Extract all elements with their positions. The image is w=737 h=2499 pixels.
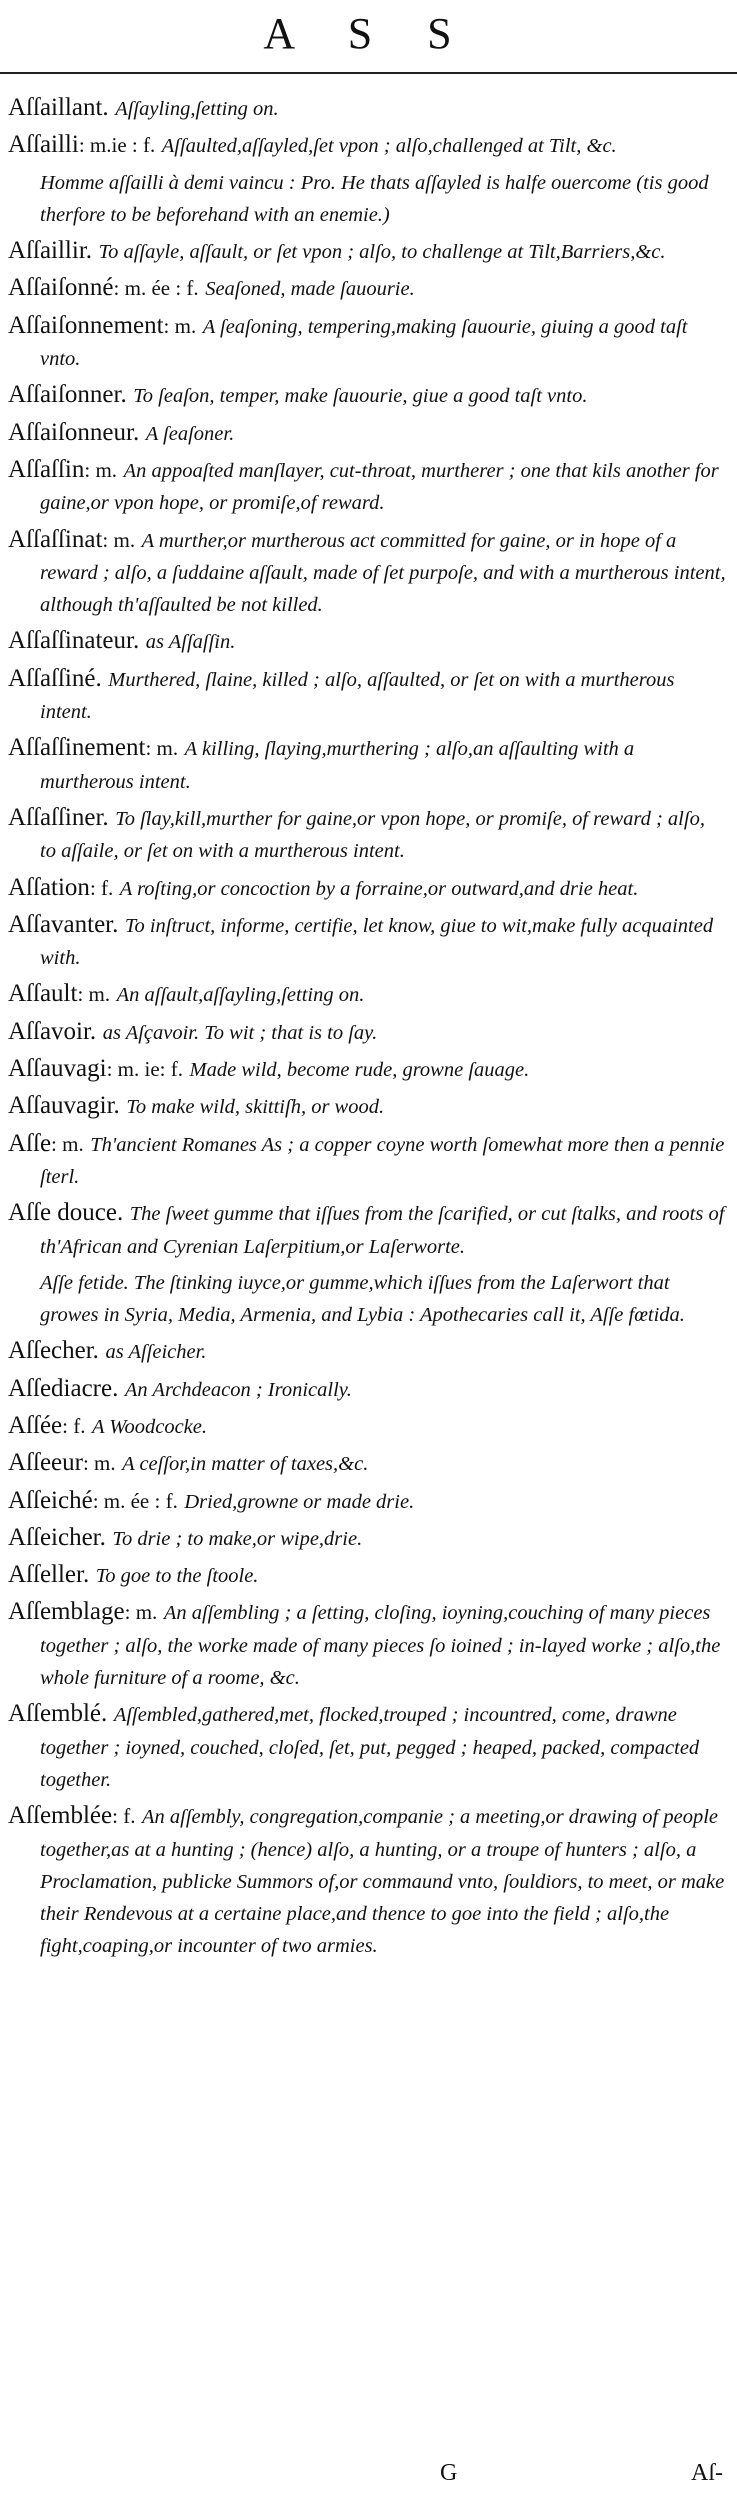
entry-headword: Aſſauvagi xyxy=(8,1055,107,1083)
dictionary-entry xyxy=(8,1267,726,1332)
entry-grammar: : m. xyxy=(102,527,136,552)
entry-headword: Aſſée xyxy=(8,1411,63,1439)
dictionary-entry xyxy=(8,417,726,450)
entry-headword: Aſſaſſiner. xyxy=(8,803,109,831)
entry-headword: Aſſauvagir. xyxy=(8,1092,120,1120)
dictionary-entry xyxy=(8,524,726,622)
entry-headword: Aſſaſſin xyxy=(8,455,85,483)
entry-definition: A Woodcocke. xyxy=(92,1415,207,1438)
entry-headword: Aſſavoir. xyxy=(8,1017,97,1045)
dictionary-entry xyxy=(8,1335,726,1368)
dictionary-entry xyxy=(8,663,726,729)
entry-definition: Aſſayling,ſetting on. xyxy=(115,98,279,120)
dictionary-entry xyxy=(8,1373,726,1406)
entry-definition: To aſſayle, aſſault, or ſet vpon ; alſo, to challenge at Tilt,Barriers,&c. xyxy=(98,241,666,264)
header-rule xyxy=(0,72,737,74)
entry-grammar: : m.ie : f. xyxy=(78,133,156,158)
entry-definition: A ſeaſoner. xyxy=(145,422,235,445)
dictionary-entry xyxy=(8,167,726,232)
dictionary-entry xyxy=(8,1016,726,1049)
entry-grammar: : m. xyxy=(82,1451,116,1476)
entry-definition: Th'ancient Romanes As ; a copper coyne worth ſomewhat more then a pennie ſterl. xyxy=(40,1133,725,1188)
dictionary-entry xyxy=(8,1800,726,1962)
entry-headword: Aſſaſſinateur. xyxy=(8,627,140,655)
entry-headword: Aſſault xyxy=(8,980,78,1008)
entry-definition: The ſweet gumme that iſſues from the ſcarified, or cut ſtalks, and roots of th'African and Cyrenian Laſerpitium,or Laſerworte. xyxy=(40,1203,725,1258)
entry-headword: Aſſaiſonneur. xyxy=(8,418,140,446)
entry-definition: To ſeaſon, temper, make ſauourie, giue a good taſt vnto. xyxy=(133,385,588,408)
entry-definition: Seaſoned, made ſauourie. xyxy=(205,278,415,301)
dictionary-entry xyxy=(8,1485,726,1518)
entry-definition: as Aſſeicher. xyxy=(105,1341,207,1364)
entry-headword: Aſſaillir. xyxy=(8,237,93,265)
dictionary-entry xyxy=(8,379,726,412)
entry-grammar: : m. xyxy=(77,982,111,1007)
entry-headword: Aſſe douce. xyxy=(8,1199,124,1227)
entry-headword: Aſſation xyxy=(8,873,90,901)
entry-headword: Aſſaillant. xyxy=(8,94,109,121)
entry-grammar: : m. ie: f. xyxy=(106,1057,183,1082)
entry-definition: A murther,or murtherous act committed for gaine, or in hope of a reward ; alſo, a ſuddaine aſſault, made of ſet purpoſe, and with a murtherous intent, although th'aſſaulted be not killed. xyxy=(40,529,726,617)
entry-definition: To inſtruct, informe, certifie, let know, giue to wit,make fully acquainted with. xyxy=(40,914,714,970)
entry-headword: Aſſailli xyxy=(8,131,79,159)
entry-definition: A ceſſor,in matter of taxes,&c. xyxy=(122,1453,369,1476)
dictionary-entry xyxy=(8,1596,726,1694)
entry-definition: An appoaſted manſlayer, cut-throat, murtherer ; one that kils another for gaine,or vpon hope, or promiſe,of reward. xyxy=(40,459,719,515)
dictionary-entry xyxy=(8,732,726,798)
entry-definition: Aſſembled,gathered,met, flocked,trouped ; incountred, come, drawne together ; ioyned, couched, cloſed, ſet, put, pegged ; heaped, packed, compacted together. xyxy=(40,1704,700,1791)
entries-list xyxy=(8,92,726,1967)
dictionary-entry xyxy=(8,1698,726,1796)
dictionary-entry xyxy=(8,1053,726,1086)
entry-headword: Aſſaſſiné. xyxy=(8,664,102,692)
entry-headword: Aſſe xyxy=(8,1129,52,1157)
entry-definition: Homme aſſailli à demi vaincu : Pro. He thats aſſayled is halfe ouercome (tis good therfore to be beforehand with an enemie.) xyxy=(40,171,709,226)
catchword: Aſ- xyxy=(691,2460,723,2486)
dictionary-entry xyxy=(8,1559,726,1592)
entry-definition: A killing, ſlaying,murthering ; alſo,an aſſaulting with a murtherous intent. xyxy=(40,738,635,793)
entry-definition: Aſſaulted,aſſayled,ſet vpon ; alſo,challenged at Tilt, &c. xyxy=(161,135,617,158)
entry-grammar: : m. xyxy=(84,457,118,482)
entry-grammar: : m. ée : f. xyxy=(113,276,199,301)
entry-definition: Aſſe fetide. The ſtinking iuyce,or gumme,which iſſues from the Laſerwort that growes in Syria, Media, Armenia, and Lybia : Apothecaries call it, Aſſe fœtida. xyxy=(40,1271,685,1327)
entry-headword: Aſſaſſinement xyxy=(8,734,146,762)
entry-definition: as Aſçavoir. To wit ; that is to ſay. xyxy=(102,1021,378,1044)
entry-grammar: : m. xyxy=(124,1600,158,1625)
entry-definition: An aſſembling ; a ſetting, cloſing, ioyning,couching of many pieces together ; alſo, the worke made of many pieces ſo ioined ; in-layed worke ; alſo,the whole furniture of a roome, &c. xyxy=(40,1602,721,1690)
entry-headword: Aſſeiché xyxy=(8,1486,93,1514)
entry-definition: as Aſſaſſin. xyxy=(145,631,236,654)
dictionary-entry xyxy=(8,909,726,975)
entry-headword: Aſſecher. xyxy=(8,1337,99,1365)
dictionary-entry xyxy=(8,802,726,868)
dictionary-entry xyxy=(8,1090,726,1123)
entry-grammar: : f. xyxy=(89,875,114,900)
dictionary-entry xyxy=(8,272,726,305)
dictionary-entry xyxy=(8,235,726,268)
entry-definition: An aſſembly, congregation,companie ; a meeting,or drawing of people together,as at a hunting ; (hence) alſo, a hunting, or a troupe of hunters ; alſo, a Proclamation, publicke Summors of,or commaund vnto, ſouldiors, to meet, or make their Rendevous at a certaine place,and thence to goe into the field ; alſo,the fight,coaping,or incounter of two armies. xyxy=(40,1806,725,1958)
dictionary-entry xyxy=(8,1522,726,1555)
dictionary-entry xyxy=(8,1447,726,1480)
dictionary-entry xyxy=(8,1410,726,1443)
entry-headword: Aſſaſſinat xyxy=(8,525,103,553)
entry-headword: Aſſaiſonner. xyxy=(8,381,127,409)
entry-definition: A roſting,or concoction by a forraine,or outward,and drie heat. xyxy=(119,877,639,900)
entry-headword: Aſſediacre. xyxy=(8,1374,119,1402)
page-header: A S S xyxy=(263,9,474,58)
dictionary-entry xyxy=(8,1128,726,1194)
page-footer xyxy=(0,2460,737,2496)
entry-headword: Aſſeller. xyxy=(8,1561,90,1589)
entry-headword: Aſſemblée xyxy=(8,1802,113,1830)
dictionary-entry xyxy=(8,92,726,125)
entry-headword: Aſſaiſonné xyxy=(8,274,114,302)
entry-definition: To goe to the ſtoole. xyxy=(95,1565,259,1588)
entry-definition: To ſlay,kill,murther for gaine,or vpon hope, or promiſe, of reward ; alſo, to aſſaile, or ſet on with a murtherous intent. xyxy=(40,807,705,863)
entry-definition: To drie ; to make,or wipe,drie. xyxy=(112,1527,363,1550)
entry-definition: Made wild, become rude, growne ſauage. xyxy=(189,1059,530,1082)
entry-grammar: : m. xyxy=(51,1131,84,1156)
entry-definition: Murthered, ſlaine, killed ; alſo, aſſaulted, or ſet on with a murtherous intent. xyxy=(40,668,675,724)
dictionary-entry xyxy=(8,625,726,658)
entry-headword: Aſſaiſonnement xyxy=(8,311,164,339)
dictionary-entry xyxy=(8,1197,726,1263)
entry-grammar: : f. xyxy=(62,1413,86,1438)
entry-grammar: : f. xyxy=(112,1804,136,1829)
entry-headword: Aſſavanter. xyxy=(8,910,119,938)
entry-definition: Dried,growne or made drie. xyxy=(184,1490,415,1513)
entry-grammar: : m. xyxy=(145,736,179,761)
dictionary-entry xyxy=(8,129,726,162)
entry-definition: To make wild, skittiſh, or wood. xyxy=(126,1096,385,1119)
entry-headword: Aſſemblé. xyxy=(8,1700,108,1728)
entry-definition: A ſeaſoning, tempering,making ſauourie, giuing a good taſt vnto. xyxy=(40,315,688,371)
entry-headword: Aſſeicher. xyxy=(8,1523,106,1551)
entry-headword: Aſſeeur xyxy=(8,1449,83,1477)
dictionary-entry xyxy=(8,872,726,905)
entry-headword: Aſſemblage xyxy=(8,1598,125,1626)
dictionary-entry xyxy=(8,978,726,1011)
signature-mark: G xyxy=(440,2460,458,2486)
dictionary-entry xyxy=(8,454,726,520)
entry-grammar: : m. ée : f. xyxy=(92,1488,178,1513)
entry-definition: An Archdeacon ; Ironically. xyxy=(124,1378,352,1401)
entry-definition: An aſſault,aſſayling,ſetting on. xyxy=(116,984,365,1007)
dictionary-entry xyxy=(8,310,726,376)
entry-grammar: : m. xyxy=(163,313,197,338)
